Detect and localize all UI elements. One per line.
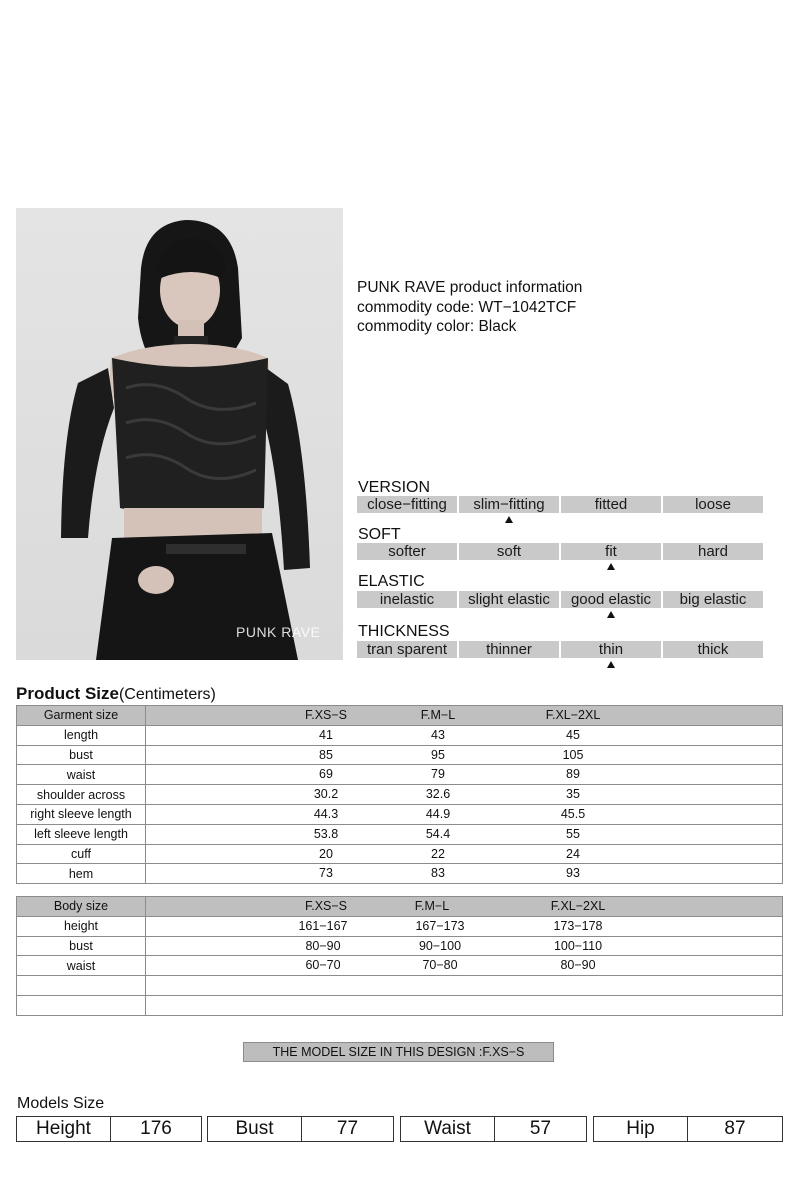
size-column-header: F.M−L bbox=[420, 708, 456, 722]
cell-value: 44.9 bbox=[425, 806, 451, 821]
cell-value: 22 bbox=[431, 846, 445, 861]
row-label bbox=[17, 995, 146, 1015]
row-label bbox=[17, 976, 146, 996]
cell-value: 93 bbox=[566, 866, 580, 881]
cell-value: 69 bbox=[319, 767, 333, 782]
table-row bbox=[17, 976, 783, 996]
elastic-title: ELASTIC bbox=[358, 573, 425, 590]
soft-option: fit bbox=[561, 543, 661, 560]
table-row bbox=[17, 765, 783, 785]
cell-value: 85 bbox=[319, 747, 333, 762]
info-heading: PUNK RAVE product information bbox=[357, 279, 583, 296]
version-option: close−fitting bbox=[357, 496, 457, 513]
product-size-unit: (Centimeters) bbox=[118, 686, 216, 703]
product-photo bbox=[16, 208, 343, 660]
soft-selected-marker bbox=[607, 563, 615, 570]
table-row bbox=[17, 844, 783, 864]
table-row bbox=[17, 995, 783, 1015]
cell-value: 55 bbox=[566, 826, 580, 841]
thickness-option: thinner bbox=[459, 641, 559, 658]
soft-option: soft bbox=[459, 543, 559, 560]
cell-value: 60−70 bbox=[305, 958, 341, 973]
elastic-option: slight elastic bbox=[459, 591, 559, 608]
thickness-scale bbox=[357, 641, 763, 658]
table-row bbox=[17, 936, 783, 956]
measure-value: 77 bbox=[336, 1118, 359, 1139]
cell-value: 90−100 bbox=[418, 938, 462, 953]
measure-value: 176 bbox=[140, 1118, 172, 1139]
soft-option: softer bbox=[357, 543, 457, 560]
body-size-table bbox=[16, 896, 783, 1016]
models-size-item bbox=[400, 1116, 587, 1142]
version-title: VERSION bbox=[358, 479, 431, 496]
table-header-label: Body size bbox=[17, 897, 146, 917]
version-selected-marker bbox=[505, 516, 513, 523]
size-column-header: F.XS−S bbox=[304, 708, 348, 722]
cell-value: 20 bbox=[319, 846, 333, 861]
elastic-option: inelastic bbox=[357, 591, 457, 608]
version-scale bbox=[357, 496, 763, 513]
model-size-banner: THE MODEL SIZE IN THIS DESIGN :F.XS−S bbox=[243, 1042, 554, 1062]
row-label: shoulder across bbox=[17, 785, 146, 805]
size-column-header: F.XL−2XL bbox=[550, 899, 606, 913]
measure-label: Waist bbox=[401, 1117, 495, 1141]
cell-value: 100−110 bbox=[553, 938, 603, 953]
measure-value: 87 bbox=[724, 1118, 746, 1139]
size-column-header: F.XL−2XL bbox=[545, 708, 601, 722]
cell-value: 53.8 bbox=[313, 826, 339, 841]
thickness-title: THICKNESS bbox=[358, 623, 450, 640]
product-size-title: Product Size(Centimeters) bbox=[16, 684, 216, 703]
commodity-code-value: WT−1042TCF bbox=[478, 298, 577, 316]
thickness-selected-marker bbox=[607, 661, 615, 668]
version-option: loose bbox=[663, 496, 763, 513]
cell-value: 43 bbox=[431, 727, 445, 742]
row-label: height bbox=[17, 916, 146, 936]
cell-value: 54.4 bbox=[425, 826, 451, 841]
measure-value: 57 bbox=[529, 1118, 552, 1139]
cell-value: 105 bbox=[562, 747, 584, 762]
cell-value: 70−80 bbox=[422, 958, 458, 973]
soft-title: SOFT bbox=[358, 526, 401, 543]
cell-value: 83 bbox=[431, 866, 445, 881]
cell-value: 89 bbox=[566, 767, 580, 782]
models-size-row bbox=[16, 1116, 783, 1142]
thickness-option: thick bbox=[663, 641, 763, 658]
version-option: slim−fitting bbox=[459, 496, 559, 513]
measure-label: Height bbox=[17, 1117, 111, 1141]
table-header-row bbox=[17, 706, 783, 726]
row-label: cuff bbox=[17, 844, 146, 864]
cell-value: 173−178 bbox=[553, 918, 603, 933]
table-header-row bbox=[17, 897, 783, 917]
cell-value: 80−90 bbox=[560, 958, 596, 973]
table-row bbox=[17, 824, 783, 844]
row-label: waist bbox=[17, 956, 146, 976]
row-label: bust bbox=[17, 745, 146, 765]
cell-value: 79 bbox=[431, 767, 445, 782]
cell-value: 30.2 bbox=[313, 787, 339, 802]
commodity-color: commodity color: Black bbox=[357, 318, 517, 335]
cell-value: 24 bbox=[566, 846, 580, 861]
models-size-item bbox=[207, 1116, 394, 1142]
measure-label: Bust bbox=[208, 1117, 302, 1141]
cell-value: 41 bbox=[319, 727, 333, 742]
elastic-scale bbox=[357, 591, 763, 608]
product-info bbox=[357, 278, 582, 337]
cell-value: 32.6 bbox=[425, 787, 451, 802]
models-size-item bbox=[593, 1116, 783, 1142]
model-illustration bbox=[16, 208, 343, 660]
row-label: waist bbox=[17, 765, 146, 785]
row-label: bust bbox=[17, 936, 146, 956]
table-row bbox=[17, 745, 783, 765]
row-label: hem bbox=[17, 864, 146, 884]
garment-size-table bbox=[16, 705, 783, 884]
table-row bbox=[17, 725, 783, 745]
cell-value: 167−173 bbox=[415, 918, 465, 933]
cell-value: 95 bbox=[431, 747, 445, 762]
elastic-selected-marker bbox=[607, 611, 615, 618]
models-size-item bbox=[16, 1116, 202, 1142]
thickness-option: tran sparent bbox=[357, 641, 457, 658]
table-header-label: Garment size bbox=[17, 706, 146, 726]
row-label: length bbox=[17, 725, 146, 745]
table-row bbox=[17, 804, 783, 824]
commodity-code: commodity code: WT−1042TCF bbox=[357, 298, 577, 316]
thickness-option: thin bbox=[561, 641, 661, 658]
size-column-header: F.M−L bbox=[414, 899, 450, 913]
version-option: fitted bbox=[561, 496, 661, 513]
cell-value: 161−167 bbox=[298, 918, 348, 933]
elastic-option: big elastic bbox=[663, 591, 763, 608]
soft-option: hard bbox=[663, 543, 763, 560]
cell-value: 35 bbox=[566, 787, 580, 802]
size-column-header: F.XS−S bbox=[304, 899, 348, 913]
row-label: left sleeve length bbox=[17, 824, 146, 844]
table-row bbox=[17, 916, 783, 936]
models-size-title: Models Size bbox=[17, 1095, 105, 1112]
cell-value: 45 bbox=[566, 727, 580, 742]
row-label: right sleeve length bbox=[17, 804, 146, 824]
brand-watermark: PUNK RAVE bbox=[236, 624, 321, 640]
table-row bbox=[17, 956, 783, 976]
cell-value: 73 bbox=[319, 866, 333, 881]
cell-value: 45.5 bbox=[560, 806, 586, 821]
table-row bbox=[17, 785, 783, 805]
elastic-option: good elastic bbox=[561, 591, 661, 608]
measure-label: Hip bbox=[594, 1117, 688, 1141]
cell-value: 80−90 bbox=[305, 938, 341, 953]
cell-value: 44.3 bbox=[313, 806, 339, 821]
commodity-color-value: Black bbox=[478, 318, 517, 335]
table-row bbox=[17, 864, 783, 884]
soft-scale bbox=[357, 543, 763, 560]
